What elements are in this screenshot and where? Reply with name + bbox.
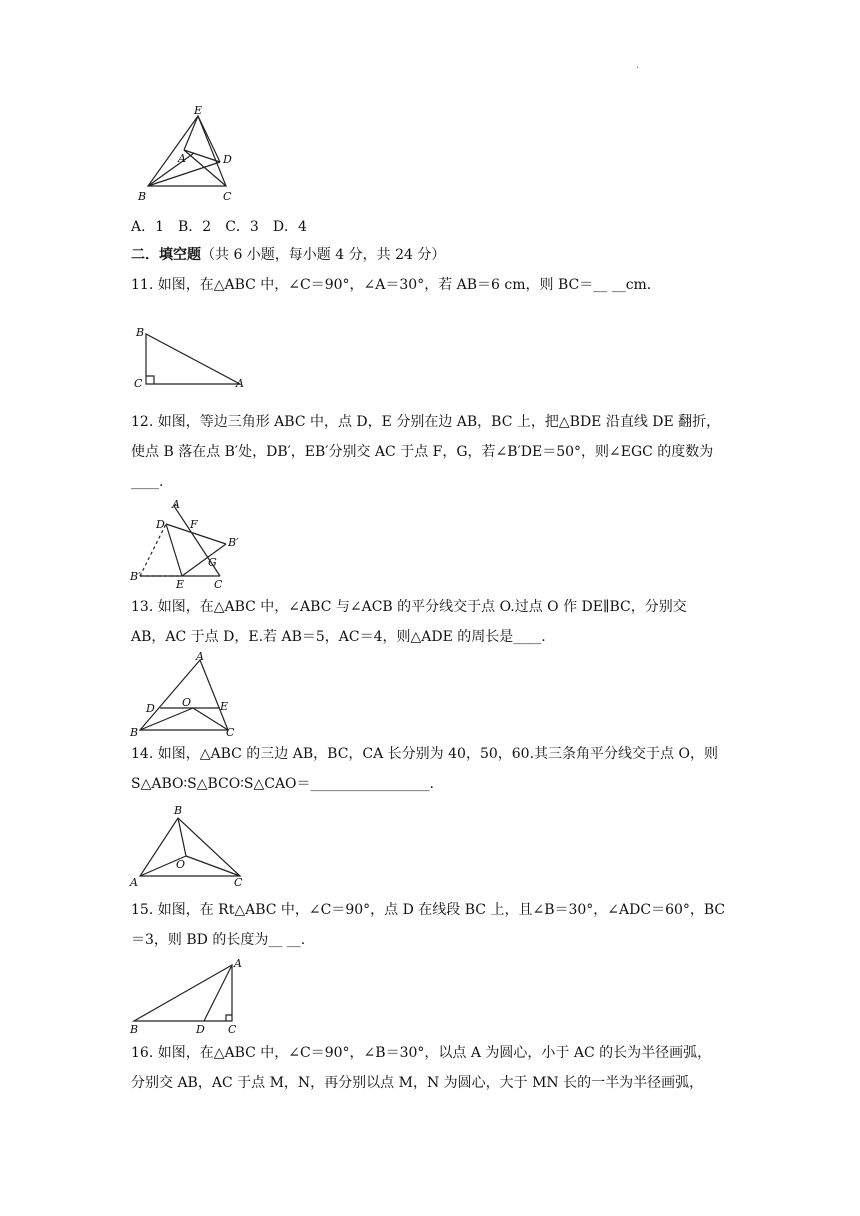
label-b: B: [130, 726, 139, 739]
label-e: E: [176, 578, 185, 590]
segment-ac: [184, 150, 226, 186]
q15-line1: 15. 如图，在 Rt△ABC 中，∠C＝90°，点 D 在线段 BC 上，且∠B＝30°，∠ADC＝60°，BC: [131, 902, 726, 918]
corner-mark: .: [636, 60, 640, 71]
q12-line2: 使点 B 落在点 B′处，DB′，EB′分别交 AC 于点 F，G，若∠B′DE＝50°，则∠EGC 的度数为: [131, 444, 714, 460]
label-c: C: [214, 578, 223, 590]
label-b: B: [130, 1023, 139, 1036]
figure-q10-triangles: [128, 100, 248, 210]
q10-options: A．1 B．2 C．3 D．4: [131, 219, 307, 235]
label-e: E: [220, 700, 229, 713]
triangle-abc: [140, 818, 240, 876]
label-a: A: [234, 957, 242, 970]
label-a: A: [130, 876, 138, 889]
label-c: C: [226, 726, 235, 739]
segment-de: [166, 524, 182, 576]
label-d: D: [223, 153, 232, 166]
label-a: A: [236, 377, 244, 390]
figure-q13-angle-bisectors: [128, 650, 248, 740]
label-c: C: [223, 190, 232, 203]
label-o: O: [176, 858, 186, 871]
figure-q12-fold: [128, 498, 248, 590]
label-e: E: [194, 104, 203, 117]
q13-line2: AB，AC 于点 D，E.若 AB＝5，AC＝4，则△ADE 的周长是____.: [131, 629, 546, 645]
q16-line2: 分别交 AB，AC 于点 M，N，再分别以点 M，N 为圆心，大于 MN 长的一半为半径画弧，: [131, 1075, 704, 1091]
segment-ba: [148, 153, 194, 186]
triangle-abc: [134, 965, 232, 1021]
label-b: B: [138, 190, 147, 203]
section-note: （共 6 小题，每小题 4 分，共 24 分）: [201, 247, 446, 263]
label-f: F: [190, 518, 198, 531]
right-angle-mark: [226, 1015, 232, 1021]
segment-eb-prime: [182, 544, 226, 576]
triangle-abc: [140, 660, 228, 730]
label-b: B: [136, 326, 145, 339]
label-b-prime: B′: [228, 536, 239, 549]
label-d: D: [156, 518, 165, 531]
label-a: A: [172, 498, 180, 511]
segment-bd-dashed: [140, 524, 166, 576]
label-b: B: [174, 804, 183, 817]
segment-co: [186, 856, 240, 876]
q14-line2: S△ABO∶S△BCO∶S△CAO＝_________________.: [131, 776, 434, 792]
label-o: O: [182, 696, 192, 709]
q12-line1: 12. 如图，等边三角形 ABC 中，点 D，E 分别在边 AB，BC 上，把△BDE 沿直线 DE 翻折，: [131, 414, 721, 430]
figure-q11-right-triangle: [130, 322, 260, 392]
section-title: 二．填空题: [131, 247, 201, 263]
label-d: D: [146, 702, 155, 715]
label-d: D: [196, 1023, 205, 1036]
label-a: A: [196, 650, 204, 663]
q12-line3: ____.: [131, 474, 164, 490]
label-b: B′: [130, 570, 141, 583]
label-c: C: [234, 876, 243, 889]
label-c: C: [134, 377, 143, 390]
figure-q14-incenter: [128, 802, 253, 892]
q13-line1: 13. 如图，在△ABC 中，∠ABC 与∠ACB 的平分线交于点 O.过点 O 作 DE∥BC，分别交: [131, 599, 687, 615]
q14-line1: 14. 如图，△ABC 的三边 AB，BC，CA 长分别为 40，50，60.其三条角平分线交于点 O，则: [131, 746, 718, 762]
q11-text: 11. 如图，在△ABC 中，∠C＝90°，∠A＝30°，若 AB＝6 cm，则 BC＝__ __cm.: [131, 277, 652, 293]
segment-bd: [148, 162, 220, 186]
figure-q15-right-triangle: [128, 955, 253, 1037]
q16-line1: 16. 如图，在△ABC 中，∠C＝90°，∠B＝30°，以点 A 为圆心，小于 AC 的长为半径画弧，: [131, 1045, 712, 1061]
label-g: G: [208, 556, 217, 569]
section-header: [131, 245, 445, 265]
label-a: A: [178, 152, 186, 165]
segment-ed: [198, 116, 220, 162]
label-c: C: [228, 1023, 237, 1036]
right-angle-mark: [146, 376, 154, 384]
q15-line2: ＝3，则 BD 的长度为__ __.: [131, 932, 306, 948]
triangle-bca: [146, 334, 240, 384]
